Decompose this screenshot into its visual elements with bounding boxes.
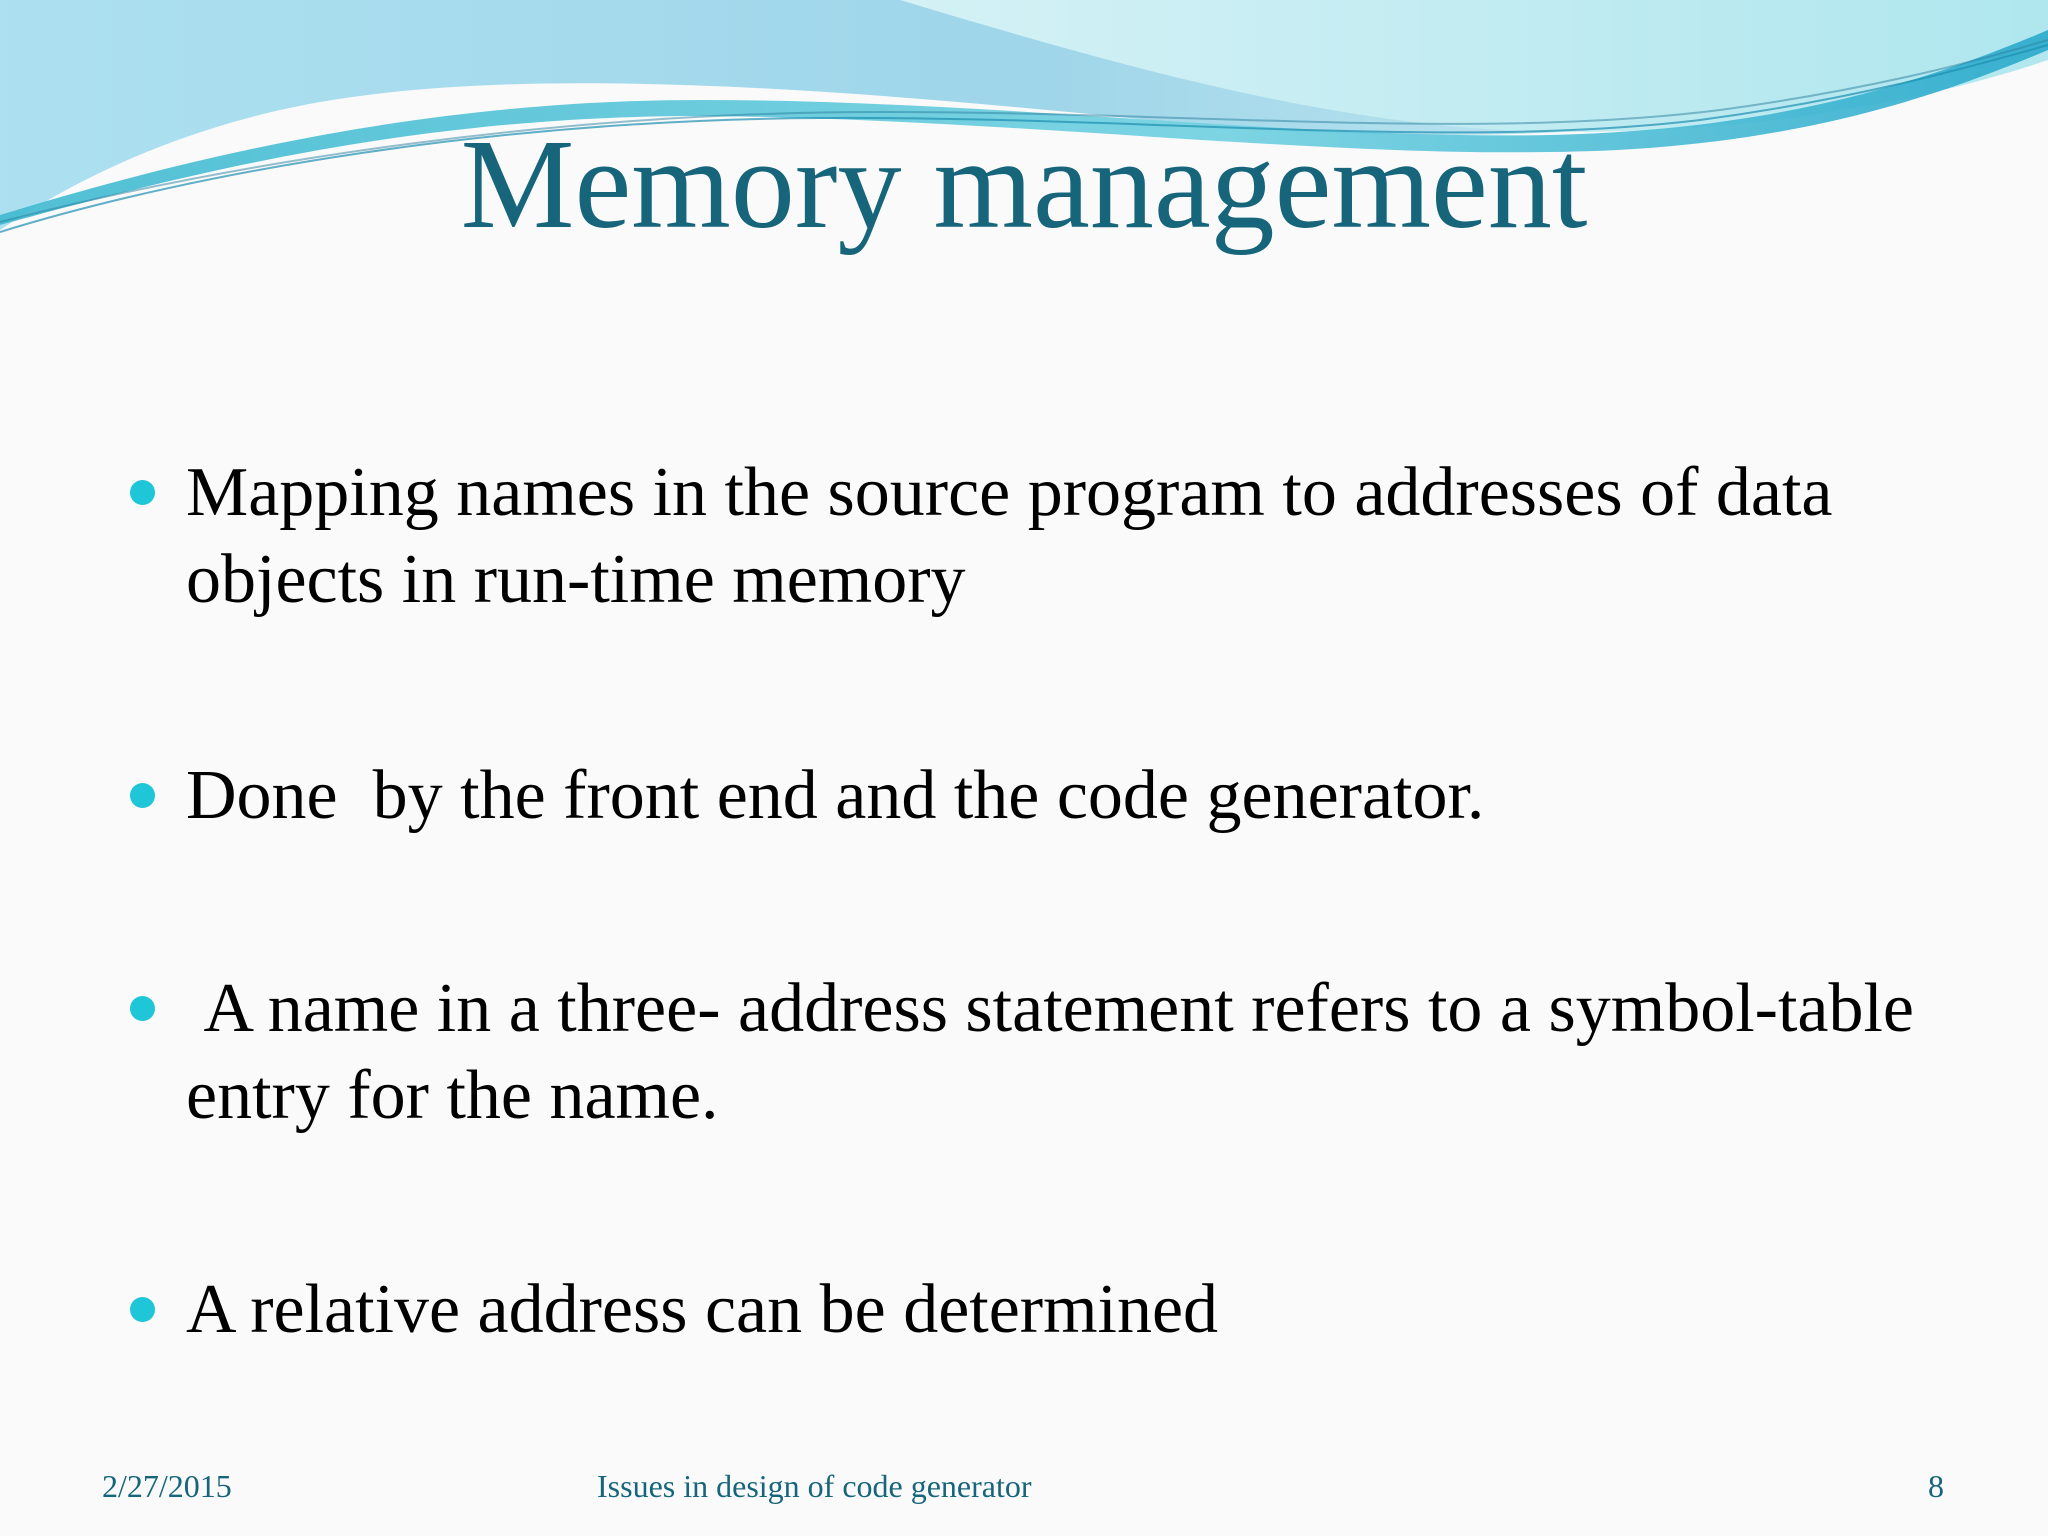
- bullet-text: A relative address can be determined: [186, 1271, 1219, 1348]
- bullet-item: [186, 1266, 1936, 1353]
- footer-date: 2/27/2015: [102, 1468, 232, 1504]
- bullet-item: [186, 752, 1936, 839]
- bullet-dot-icon: [130, 783, 155, 808]
- bullet-item: [186, 449, 1936, 623]
- bullet-text: Done by the front end and the code generator.: [186, 757, 1485, 834]
- bullet-text: A name in a three- address statement refers to a symbol-table entry for the name.: [186, 970, 1932, 1134]
- bullet-dot-icon: [130, 996, 155, 1021]
- bullet-text: Mapping names in the source program to addresses of data objects in run-time memory: [186, 454, 1833, 618]
- bullet-dot-icon: [130, 1297, 155, 1322]
- bullet-dot-icon: [130, 480, 155, 505]
- bullet-item: [186, 965, 1936, 1139]
- slide-title: Memory management: [460, 113, 1588, 255]
- footer-title: Issues in design of code generator: [597, 1468, 1032, 1504]
- footer-page-number: 8: [1928, 1468, 1944, 1504]
